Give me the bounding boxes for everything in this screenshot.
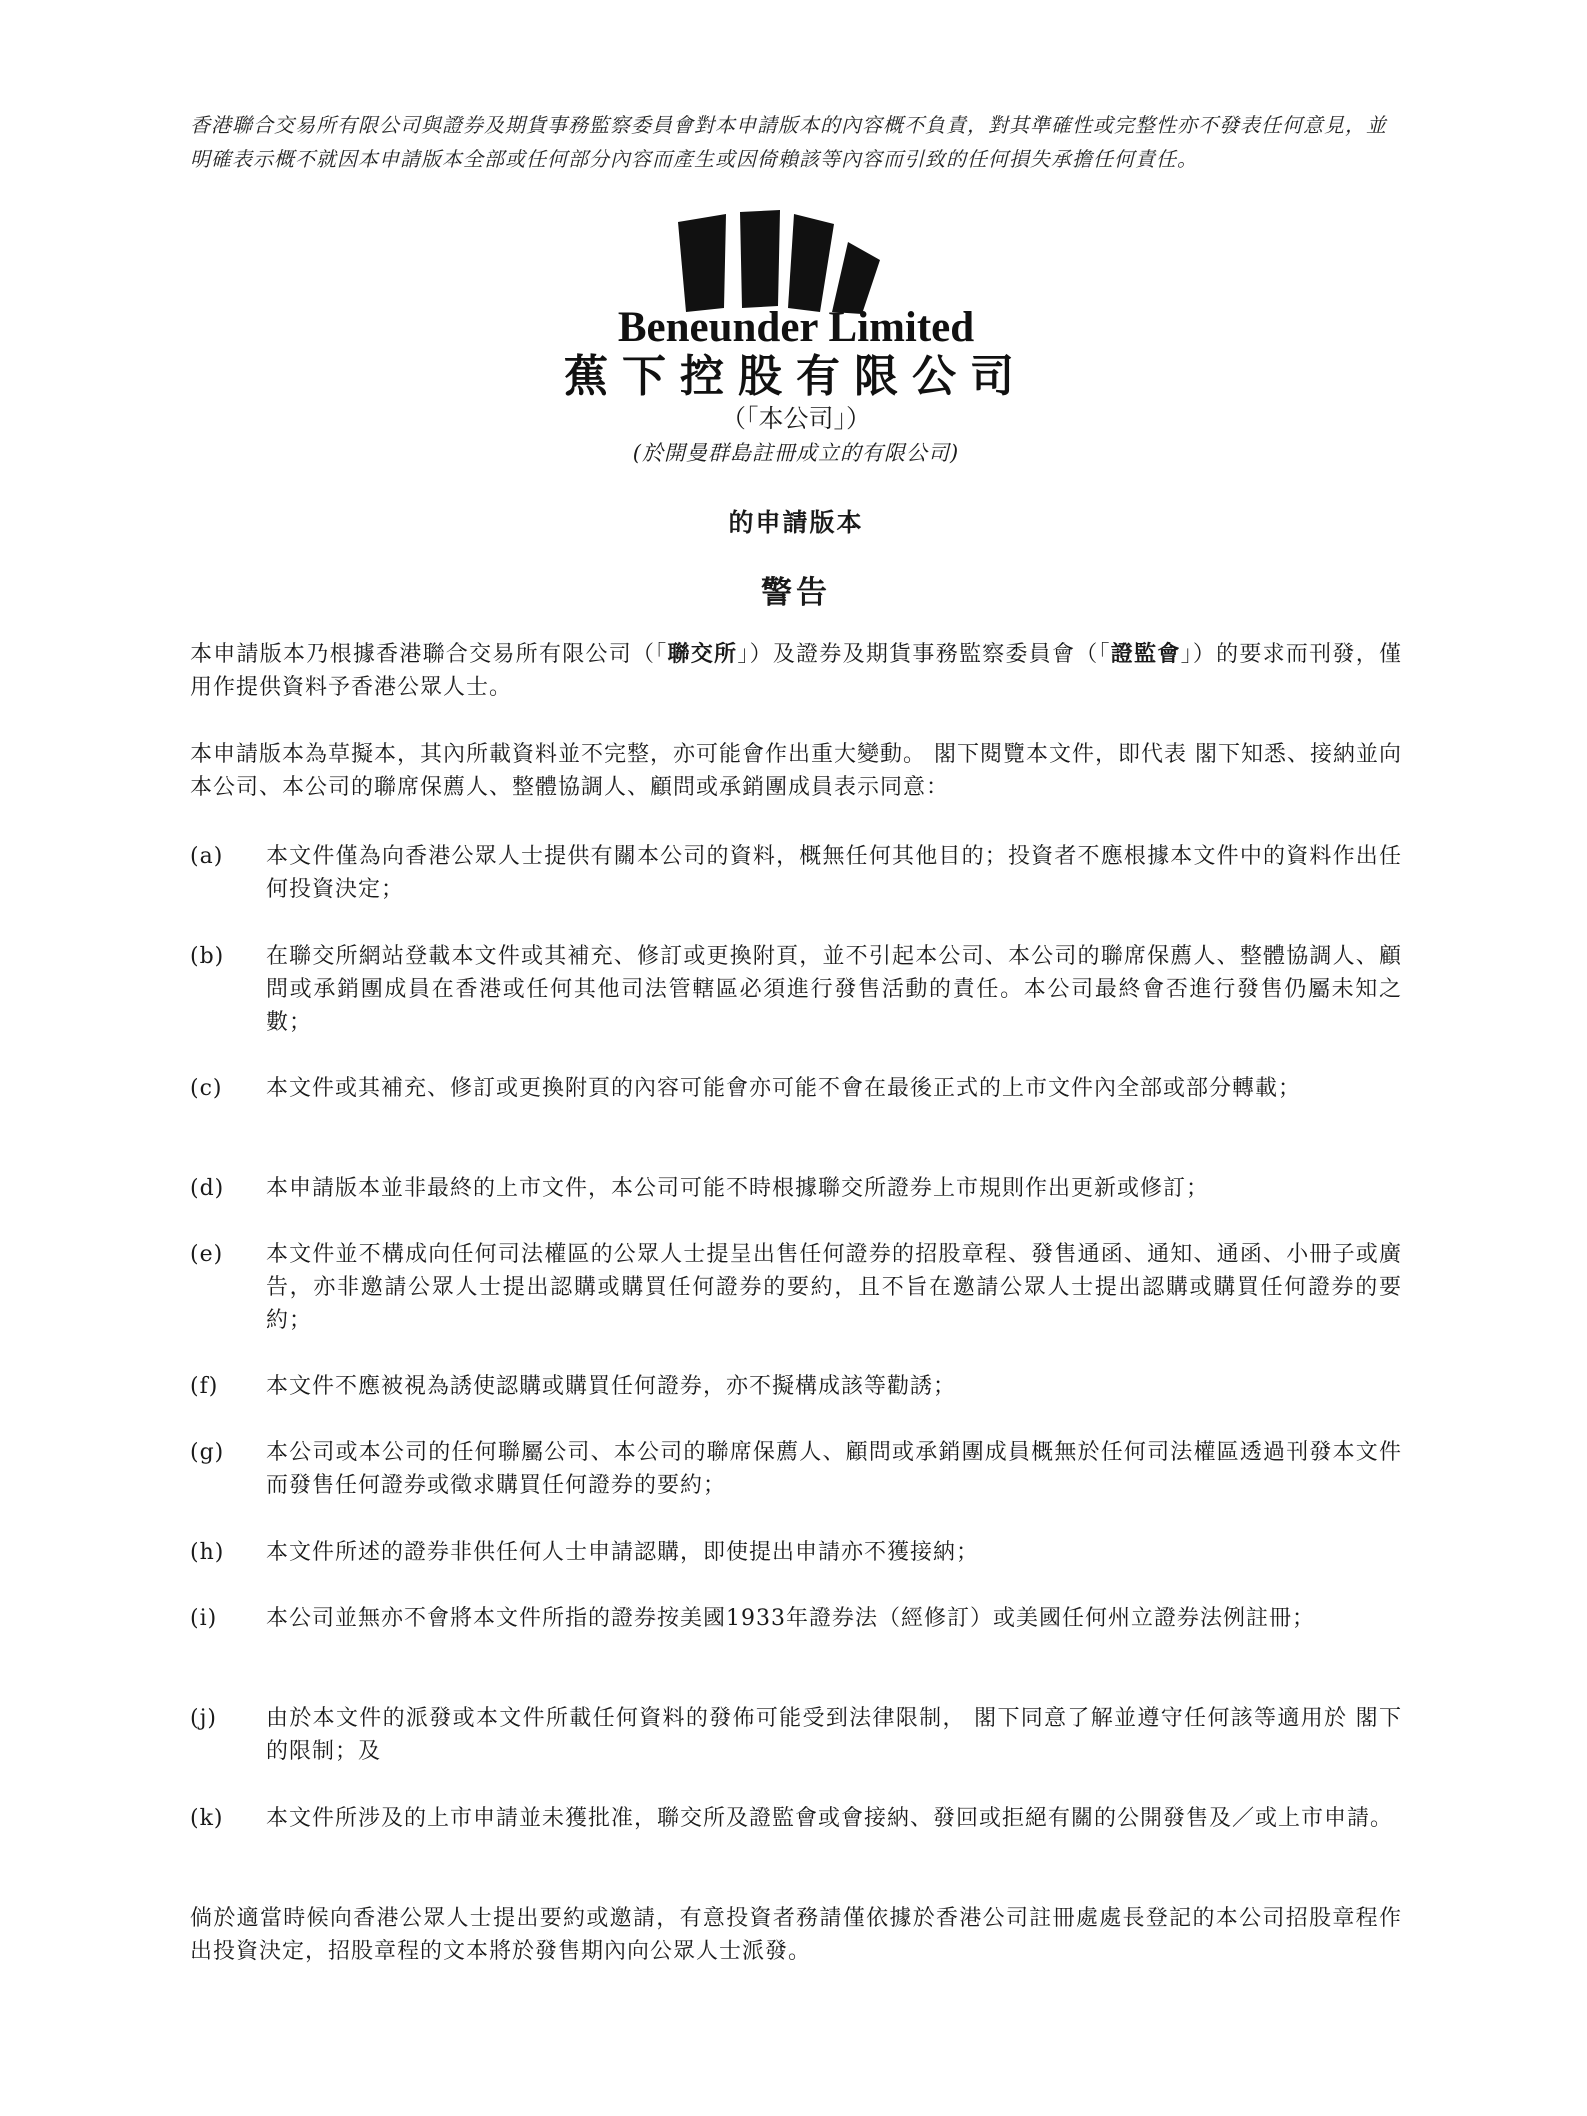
list-item-text: 由於本文件的派發或本文件所載任何資料的發佈可能受到法律限制， 閣下同意了解並遵守任何該等適用於 閣下的限制；及 [266, 1706, 1402, 1764]
list-item-text: 本申請版本並非最終的上市文件，本公司可能不時根據聯交所證券上市規則作出更新或修訂； [266, 1176, 1210, 1201]
company-name-chinese: 蕉下控股有限公司 [564, 351, 1028, 402]
list-item-text: 本文件或其補充、修訂或更換附頁的內容可能會亦可能不會在最後正式的上市文件內全部或部分轉載； [266, 1076, 1302, 1101]
closing-paragraph: 倘於適當時候向香港公眾人士提出要約或邀請，有意投資者務請僅依據於香港公司註冊處處長登記的本公司招股章程作出投資決定，招股章程的文本將於發售期內向公眾人士派發。 [190, 1906, 1402, 1964]
intro-paragraph [190, 638, 1402, 704]
document-subtitle: 的申請版本 [728, 508, 864, 537]
logo-stroke-2 [740, 210, 780, 308]
list-item-label: (i) [190, 1606, 218, 1631]
list-item-label: (b) [190, 944, 225, 969]
list-item-text: 本文件不應被視為誘使認購或購買任何證券，亦不擬構成該等勸誘； [266, 1374, 957, 1399]
list-item-text: 本文件僅為向香港公眾人士提供有關本公司的資料，概無任何其他目的；投資者不應根據本文件中的資料作出任何投資決定； [266, 844, 1402, 902]
list-item-text: 本公司並無亦不會將本文件所指的證券按美國1933年證券法（經修訂）或美國任何州立證券法例註冊； [266, 1606, 1315, 1631]
list-item-text: 本公司或本公司的任何聯屬公司、本公司的聯席保薦人、顧問或承銷團成員概無於任何司法權區透過刊發本文件而發售任何證券或徵求購買任何證券的要約； [266, 1440, 1402, 1498]
list-item-label: (e) [190, 1242, 224, 1267]
company-name-english: Beneunder Limited [617, 304, 975, 351]
hkex-term: 聯交所 [667, 642, 738, 667]
intro-text-1: 本申請版本乃根據香港聯合交易所有限公司（「 [190, 642, 668, 667]
list-item-label: (f) [190, 1374, 219, 1399]
sfc-term: 證監會 [1110, 642, 1181, 667]
list-item-label: (j) [190, 1706, 217, 1731]
intro-text-3: 」）的要求而刊發，僅用作提供資料予香港公眾人士。 [190, 642, 1402, 700]
list-item-label: (k) [190, 1806, 224, 1831]
draft-notice-paragraph: 本申請版本為草擬本，其內所載資料並不完整，亦可能會作出重大變動。 閣下閱覽本文件，即代表 閣下知悉、接納並向本公司、本公司的聯席保薦人、整體協調人、顧問或承銷團成員表示同意： [190, 742, 1402, 800]
list-item-text: 本文件所述的證券非供任何人士申請認購，即使提出申請亦不獲接納； [266, 1540, 980, 1565]
intro-text-2: 」）及證券及期貨事務監察委員會（「 [737, 642, 1111, 667]
logo-stroke-1 [678, 214, 726, 312]
list-item-label: (g) [190, 1440, 225, 1465]
list-item-label: (a) [190, 844, 224, 869]
list-item-text: 在聯交所網站登載本文件或其補充、修訂或更換附頁，並不引起本公司、本公司的聯席保薦人、整體協調人、顧問或承銷團成員在香港或任何其他司法管轄區必須進行發售活動的責任。本公司最終會否進行發售仍屬未知之數； [266, 944, 1402, 1035]
company-abbreviation: （「本公司」） [720, 404, 871, 433]
logo-stroke-3 [788, 214, 834, 312]
incorporation-note: (於開曼群島註冊成立的有限公司) [632, 441, 960, 465]
list-item-label: (c) [190, 1076, 223, 1101]
list-item-text: 本文件並不構成向任何司法權區的公眾人士提呈出售任何證券的招股章程、發售通函、通知、通函、小冊子或廣告，亦非邀請公眾人士提出認購或購買任何證券的要約，且不旨在邀請公眾人士提出認購或購買任何證券的要約； [266, 1242, 1402, 1333]
warning-heading: 警告 [761, 575, 831, 611]
list-item-label: (d) [190, 1176, 225, 1201]
disclaimer-text: 香港聯合交易所有限公司與證券及期貨事務監察委員會對本申請版本的內容概不負責，對其準確性或完整性亦不發表任何意見，並明確表示概不就因本申請版本全部或任何部分內容而產生或因倚賴該等內容而引致的任何損失承擔任何責任。 [190, 113, 1387, 171]
list-item-label: (h) [190, 1540, 225, 1565]
list-item-text: 本文件所涉及的上市申請並未獲批准，聯交所及證監會或會接納、發回或拒絕有關的公開發售及／或上市申請。 [266, 1806, 1394, 1831]
